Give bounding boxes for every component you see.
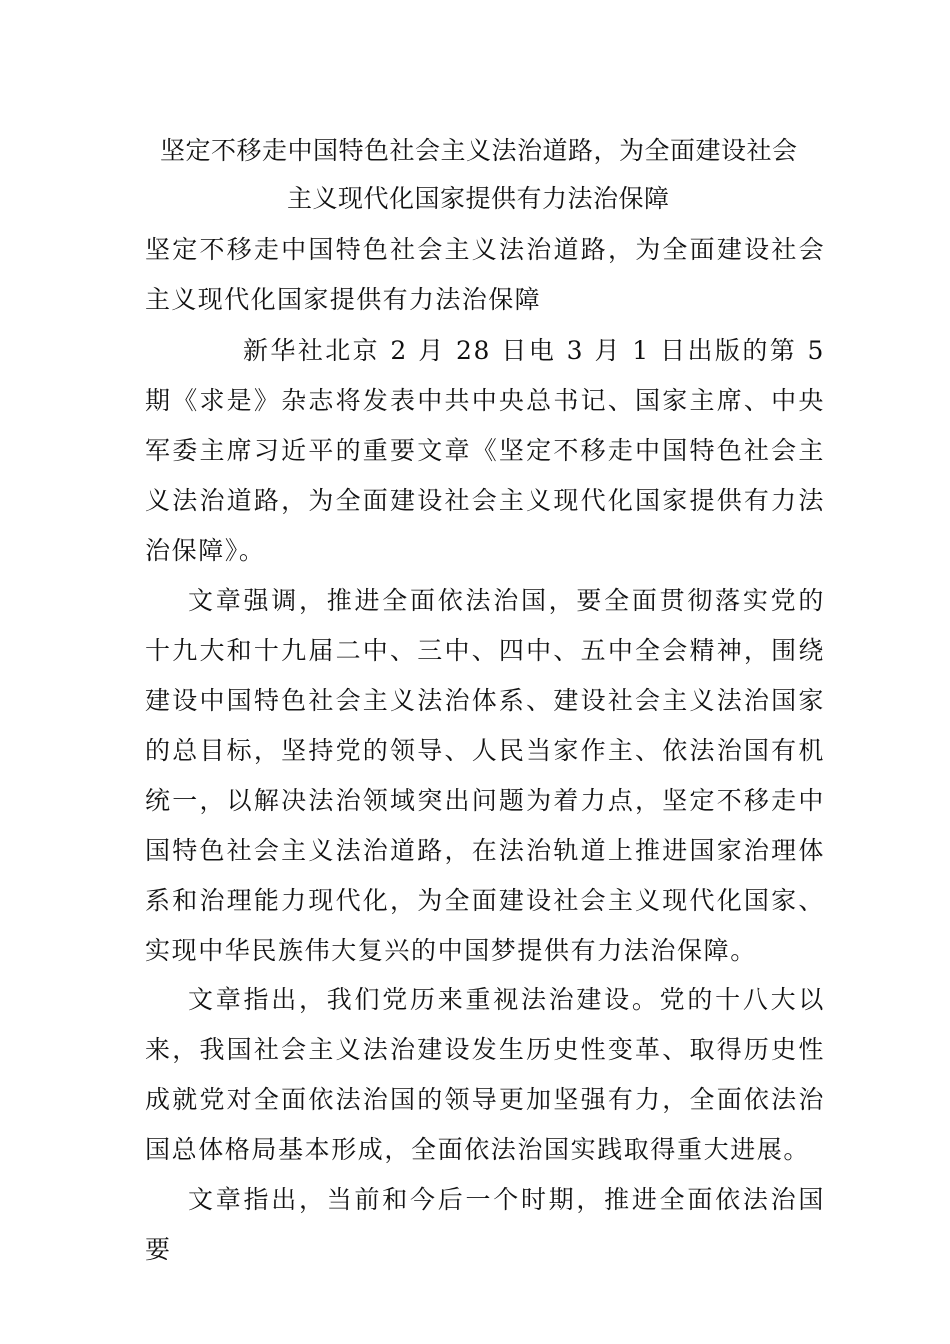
document-title-line-1: 坚定不移走中国特色社会主义法治道路，为全面建设社会	[160, 136, 798, 165]
document-title-line-2: 主义现代化国家提供有力法治保障	[287, 184, 670, 213]
document-subtitle: 坚定不移走中国特色社会主义法治道路，为全面建设社会主义现代化国家提供有力法治保障	[145, 235, 825, 314]
paragraph-2: 文章强调，推进全面依法治国，要全面贯彻落实党的十九大和十九届二中、三中、四中、五中全会精神，围绕建设中国特色社会主义法治体系、建设社会主义法治国家的总目标，坚持党的领导、人民当家作主、依法治国有机统一，以解决法治领域突出问题为着力点，坚定不移走中国特色社会主义法治道路，在法治轨道上推进国家治理体系和治理能力现代化，为全面建设社会主义现代化国家、实现中华民族伟大复兴的中国梦提供有力法治保障。	[145, 586, 825, 965]
paragraph-3: 文章指出，我们党历来重视法治建设。党的十八大以来，我国社会主义法治建设发生历史性变革、取得历史性成就党对全面依法治国的领导更加坚强有力，全面依法治国总体格局基本形成，全面依法治国实践取得重大进展。	[145, 985, 825, 1164]
paragraph-1: 新华社北京 2 月 28 日电 3 月 1 日出版的第 5 期《求是》杂志将发表中共中央总书记、国家主席、中央军委主席习近平的重要文章《坚定不移走中国特色社会主义法治道路，为全面建设社会主义现代化国家提供有力法治保障》。	[145, 336, 825, 565]
paragraph-4: 文章指出，当前和今后一个时期，推进全面依法治国要	[145, 1185, 825, 1264]
